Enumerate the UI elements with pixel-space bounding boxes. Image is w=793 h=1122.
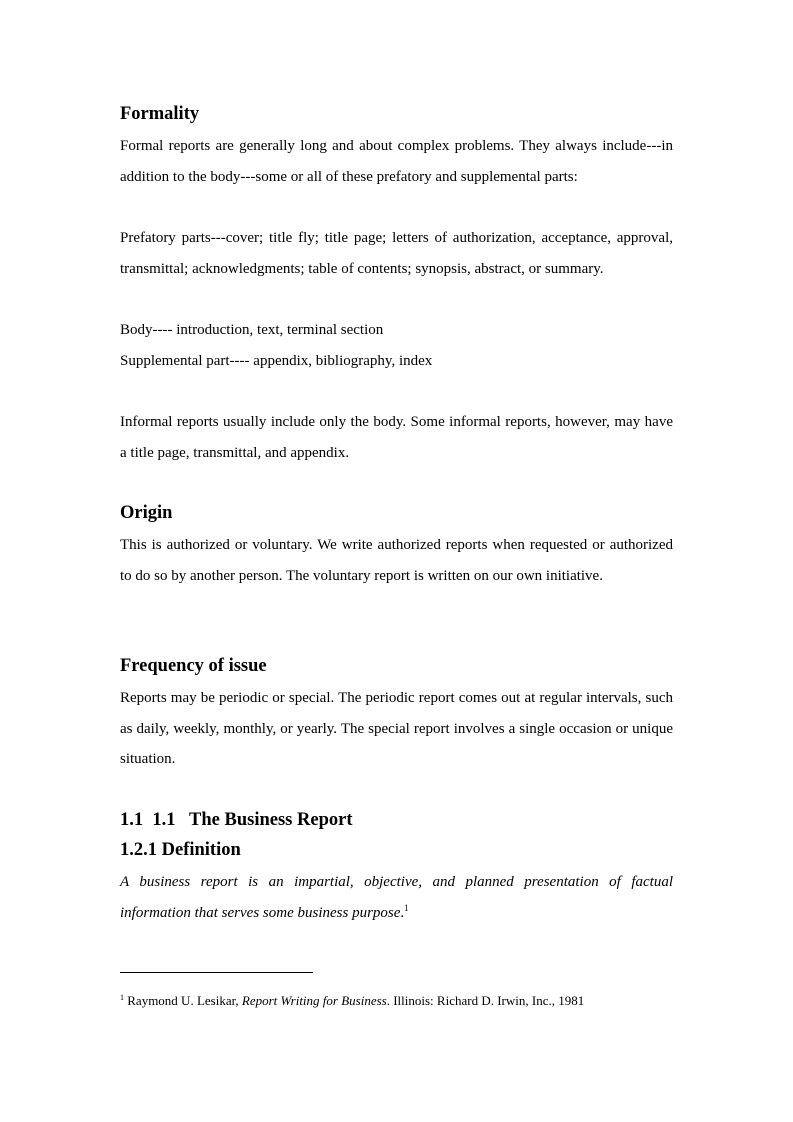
formality-intro-paragraph: Formal reports are generally long and about complex problems. They always include---in addition to the body---some or all of these prefatory and supplemental parts: bbox=[120, 138, 673, 185]
section-heading-origin: Origin bbox=[120, 503, 173, 523]
supplemental-parts-line: Supplemental part---- appendix, bibliography, index bbox=[120, 353, 433, 369]
footnote-marker: 1 bbox=[120, 993, 124, 1002]
footnote-book-title: Report Writing for Business bbox=[241, 993, 387, 1008]
footnote-reference[interactable]: 1 bbox=[404, 902, 409, 913]
footnote bbox=[120, 993, 584, 1009]
definition-period: . bbox=[400, 904, 405, 921]
frequency-paragraph: Reports may be periodic or special. The periodic report comes out at regular intervals, such as daily, weekly, monthly, or yearly. The special report involves a single occasion or unique situation. bbox=[120, 690, 673, 768]
definition-paragraph bbox=[120, 867, 673, 928]
section-heading-frequency: Frequency of issue bbox=[120, 656, 267, 676]
section-heading-business-report: 1.1 1.1 The Business Report bbox=[120, 810, 353, 830]
footnote-separator bbox=[120, 972, 313, 973]
footnote-publication: . Illinois: Richard D. Irwin, Inc., 1981 bbox=[386, 993, 585, 1008]
prefatory-parts-paragraph: Prefatory parts---cover; title fly; title page; letters of authorization, acceptance, approval, transmittal; acknowledgments; table of contents; synopsis, abstract, or summary. bbox=[120, 230, 673, 277]
section-heading-formality: Formality bbox=[120, 104, 200, 124]
body-parts-line: Body---- introduction, text, terminal section bbox=[120, 322, 384, 338]
origin-paragraph: This is authorized or voluntary. We write authorized reports when requested or authorized to do so by another person. The voluntary report is written on our own initiative. bbox=[120, 537, 673, 584]
informal-reports-paragraph: Informal reports usually include only the body. Some informal reports, however, may have a title page, transmittal, and appendix. bbox=[120, 414, 673, 461]
section-heading-definition: 1.2.1 Definition bbox=[120, 840, 241, 860]
definition-text: A business report is an impartial, objective, and planned presentation of factual information that serves some business purpose bbox=[120, 874, 673, 921]
footnote-author: Raymond U. Lesikar, bbox=[124, 993, 242, 1008]
